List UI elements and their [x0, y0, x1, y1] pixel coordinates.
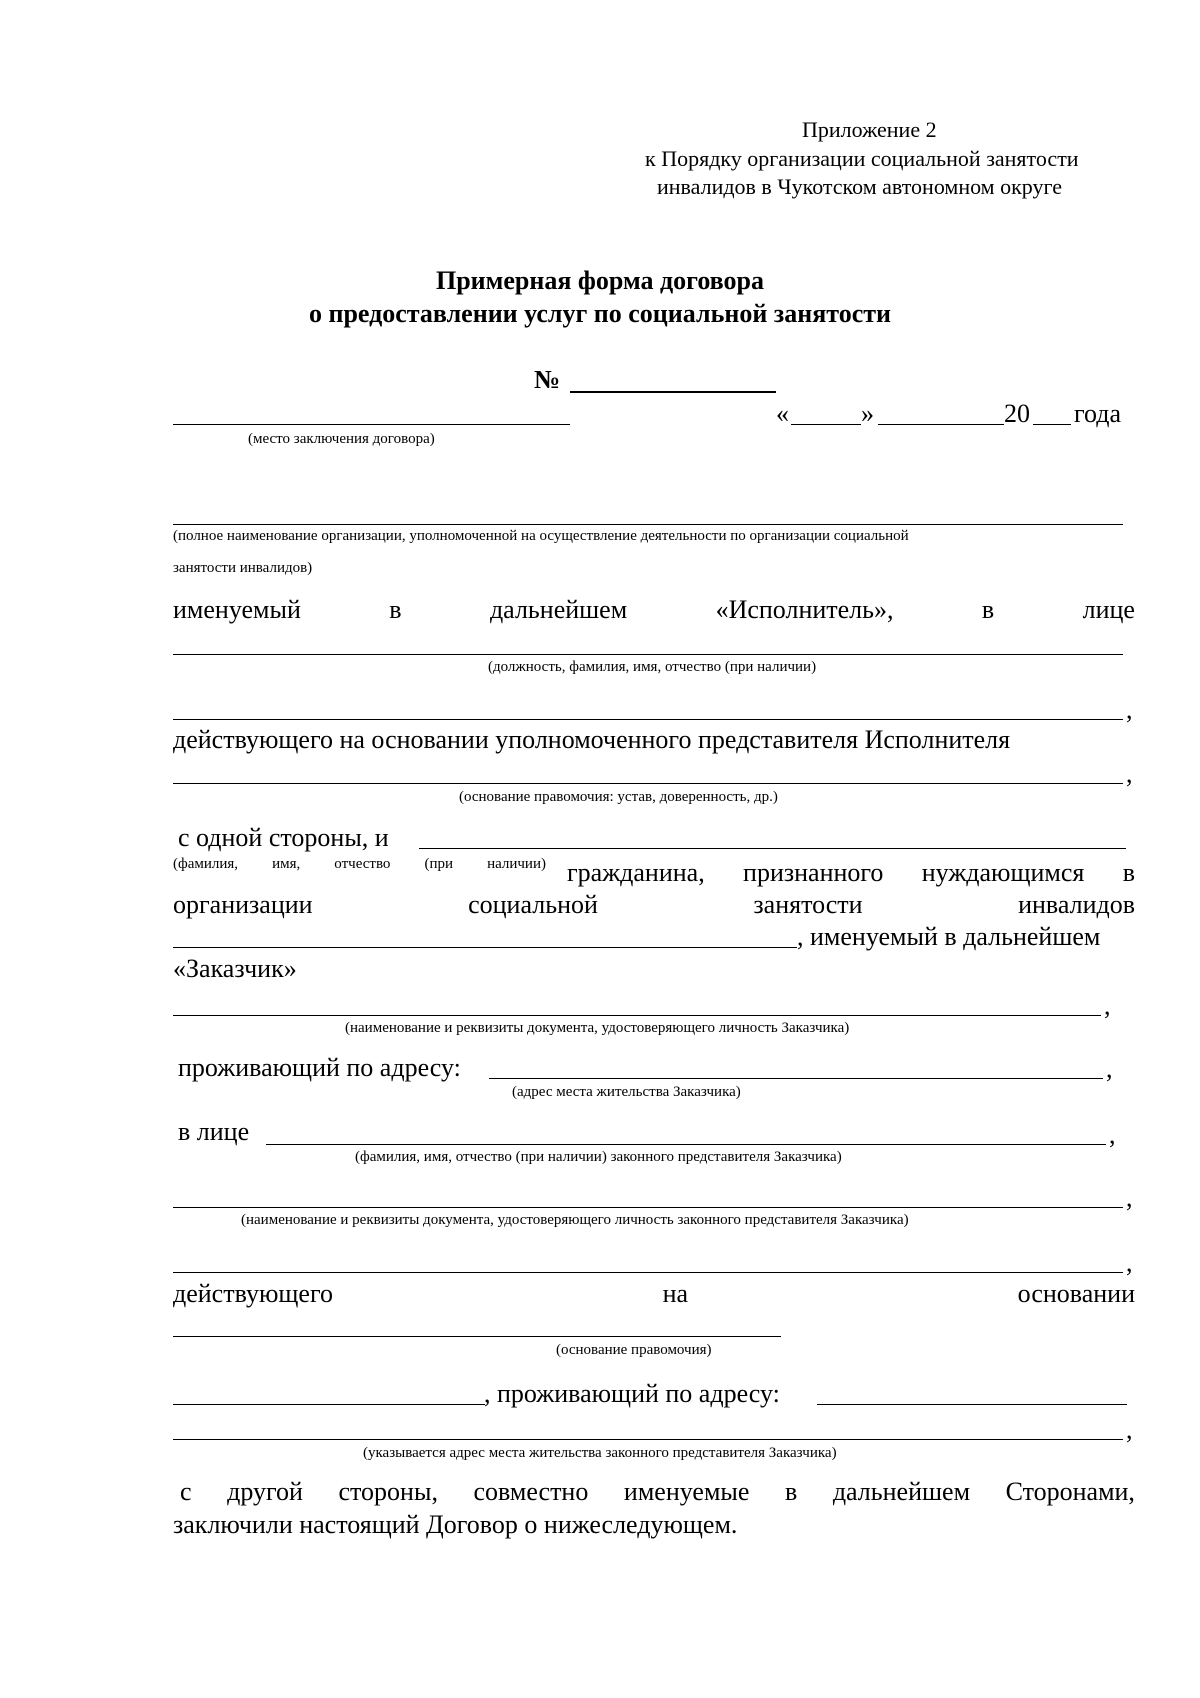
year-prefix: 20 — [1004, 399, 1030, 428]
comma: , — [1126, 695, 1133, 724]
word: именуемый — [173, 595, 301, 624]
organization-caption-1: (полное наименование организации, уполномоченной на осуществление деятельности по организации социальной — [173, 528, 909, 544]
word: с — [180, 1477, 192, 1506]
executor-position-line — [173, 654, 1123, 655]
word: в — [1122, 858, 1135, 887]
place-line — [173, 424, 570, 425]
word: гражданина, — [567, 858, 705, 887]
day-line — [791, 424, 861, 425]
word: нуждающимся — [921, 858, 1085, 887]
comma: , — [1106, 1054, 1113, 1083]
document-title-line-1: Примерная форма договора — [436, 266, 764, 295]
word: социальной — [468, 890, 598, 919]
appendix-line-3: инвалидов в Чукотском автономном округе — [657, 174, 1063, 199]
word: другой — [227, 1477, 303, 1506]
executor-authority-line — [173, 783, 1123, 784]
position-caption: (должность, фамилия, имя, отчество (при наличии) — [488, 659, 817, 675]
customer-address-caption: (адрес места жительства Заказчика) — [512, 1084, 741, 1100]
customer-fio-caption — [173, 857, 546, 872]
living-at-text-2: , проживающий по адресу: — [484, 1379, 780, 1408]
representative-fio-caption: (фамилия, имя, отчество (при наличии) законного представителя Заказчика) — [355, 1149, 842, 1165]
basis-caption: (основание правомочия) — [556, 1342, 712, 1358]
word: дальнейшем — [489, 595, 628, 624]
word: инвалидов — [1018, 890, 1135, 919]
citizen-row — [567, 860, 1135, 886]
word: на — [662, 1279, 689, 1308]
word: основании — [1017, 1279, 1135, 1308]
concluded-text: заключили настоящий Договор о нижеследующем. — [173, 1510, 738, 1539]
representative-document-line — [173, 1207, 1123, 1208]
acting-basis-row — [173, 1281, 1135, 1307]
representative-address-line-1 — [817, 1404, 1127, 1405]
word: организации — [173, 890, 313, 919]
word: Сторонами, — [1005, 1477, 1135, 1506]
comma: , — [1126, 759, 1133, 788]
named-customer-text: , именуемый в дальнейшем — [797, 922, 1101, 951]
word: наличии) — [487, 856, 546, 872]
contract-number-line — [570, 391, 776, 393]
word: (фамилия, — [173, 856, 239, 872]
representative-extra-line — [173, 1272, 1123, 1273]
date-quote-open: « — [776, 399, 789, 428]
acting-on-basis-line: действующего на основании уполномоченного представителя Исполнителя — [173, 725, 1011, 754]
word: действующего — [173, 1279, 333, 1308]
comma: , — [1104, 991, 1111, 1020]
year-word: года — [1074, 399, 1122, 428]
word: дальнейшем — [832, 1477, 971, 1506]
word: именуемые — [623, 1477, 750, 1506]
date-quote-close: » — [861, 399, 874, 428]
customer-extra-line — [173, 947, 797, 948]
representative-fio-line — [266, 1144, 1106, 1145]
organization-social-row — [173, 892, 1135, 918]
representative-document-caption: (наименование и реквизиты документа, удостоверяющего личность законного представителя Заказчика) — [241, 1212, 909, 1228]
customer-document-caption: (наименование и реквизиты документа, удостоверяющего личность Заказчика) — [345, 1020, 850, 1036]
representative-address-line-2 — [173, 1439, 1123, 1440]
word: в — [981, 595, 995, 624]
word: в — [784, 1477, 798, 1506]
authority-caption: (основание правомочия: устав, доверенность, др.) — [459, 789, 778, 805]
word: «Исполнитель», — [715, 595, 894, 624]
one-side-text: с одной стороны, и — [178, 823, 389, 852]
word: (при — [424, 856, 454, 872]
appendix-line-1: Приложение 2 — [802, 117, 937, 142]
word: занятости — [753, 890, 863, 919]
living-at-text: проживающий по адресу: — [178, 1053, 461, 1082]
executor-named-row — [173, 597, 1135, 623]
appendix-line-2: к Порядку организации социальной занятости — [645, 146, 1079, 171]
representative-address-caption: (указывается адрес места жительства законного представителя Заказчика) — [363, 1445, 837, 1461]
comma: , — [1126, 1415, 1133, 1444]
other-side-row — [180, 1479, 1135, 1505]
comma: , — [1126, 1248, 1133, 1277]
contract-number-sign: № — [534, 365, 561, 394]
word: в — [389, 595, 402, 624]
organization-caption-2: занятости инвалидов) — [173, 560, 313, 576]
basis-line — [173, 1336, 781, 1337]
word: лице — [1082, 595, 1135, 624]
document-title-line-2: о предоставлении услуг по социальной занятости — [308, 299, 892, 328]
customer-label: «Заказчик» — [173, 954, 297, 983]
word: стороны, — [338, 1477, 438, 1506]
in-person-text: в лице — [178, 1117, 250, 1146]
organization-name-line — [173, 524, 1123, 525]
word: признанного — [743, 858, 884, 887]
comma: , — [1126, 1183, 1133, 1212]
basis-value-line — [173, 1404, 485, 1405]
year-line — [1033, 424, 1071, 425]
word: отчество — [334, 856, 391, 872]
word: имя, — [272, 856, 301, 872]
customer-document-line — [173, 1015, 1101, 1016]
place-caption: (место заключения договора) — [248, 431, 435, 447]
month-line — [878, 424, 1004, 425]
executor-fio-line — [173, 719, 1123, 720]
customer-fio-line — [419, 848, 1126, 849]
customer-address-line — [489, 1078, 1103, 1079]
comma: , — [1109, 1120, 1116, 1149]
word: совместно — [473, 1477, 589, 1506]
